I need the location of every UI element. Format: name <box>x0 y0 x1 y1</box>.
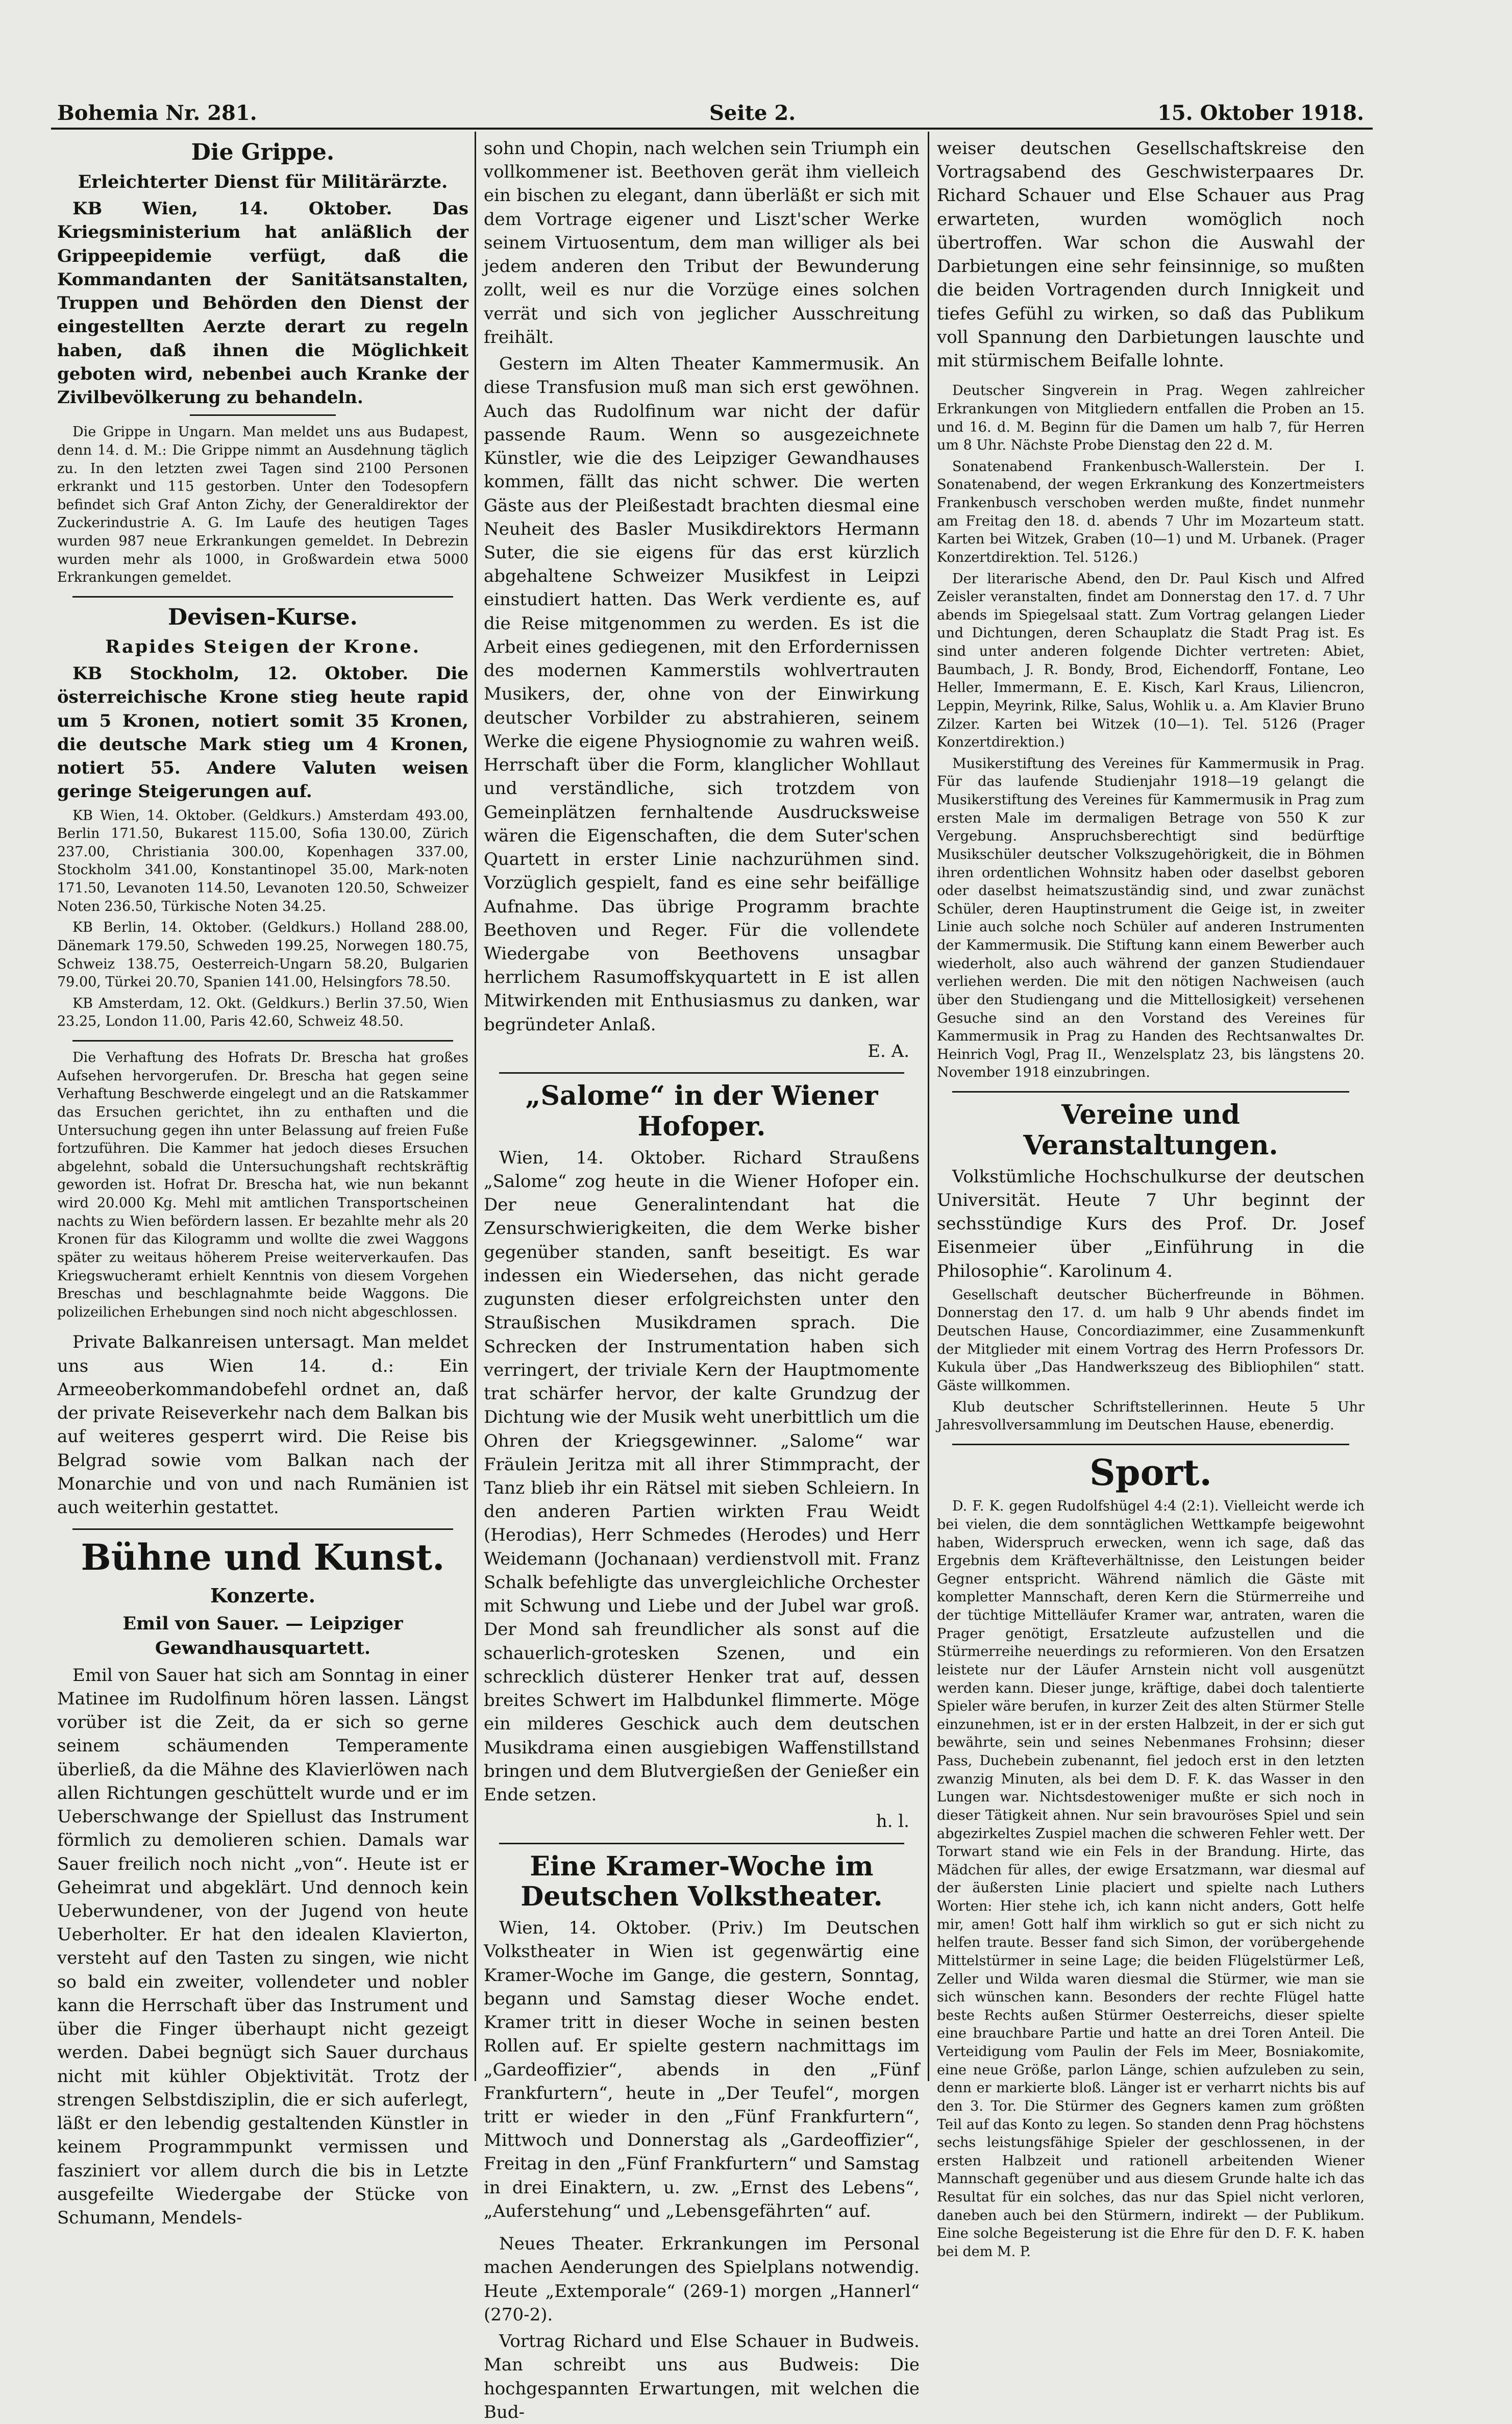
headline-konzerte: Konzerte. <box>210 1584 315 1607</box>
notice-schriftstellerinnen: Klub deutscher Schriftstellerinnen. Heute 5 Uhr Jahresvollversammlung im Deutschen Hause, ebenerdig. <box>937 1399 1365 1433</box>
author-signature: E. A. <box>867 1041 909 1061</box>
notice-literarischer-abend: Der literarische Abend, den Dr. Paul Kisch und Alfred Zeisler veranstalten, findet am Donnerstag den 17. d. 7 Uhr abends im Spiegelsaal statt. Zum Vortrag gelangen Lieder und Dichtungen, deren Schauplatz die Stadt Prag ist. Es sind unter anderen folgende Dichter vertreten: Abiet, Baumbach, J. R. Bondy, Brod, Eichendorff, Fontane, Leo Heller, Immermann, E. E. Kisch, Karl Kraus, Liliencron, Leppin, Meyrink, Rilke, Salus, Wohlik u. a. Am Klavier Bruno Zilzer. Karten bei Witzek (10—1). Tel. 5126 (Prager Konzertdirektion.) <box>937 571 1365 751</box>
news-item: Die Verhaftung des Hofrats Dr. Brescha hat großes Aufsehen hervorgerufen. Dr. Brescha hat gegen seine Verhaftung Beschwerde eingelegt und an die Ratskammer das Ersuchen gerichtet, ihn zu enthaften und die Untersuchung gegen ihn unter Belassung auf freien Fuße fortzuführen. Die Kammer hat jedoch dieses Ersuchen abgelehnt, sobald die Untersuchungshaft rechtskräftig geworden ist. Hofrat Dr. Brescha hat, wie nun bekannt wird 20.000 Kg. Mehl mit amtlichen Transportscheinen nachts zu Wien befördern lassen. Er bezahlte mehr als 20 Kronen für das Kilogramm und wollte die zwei Waggons später zu weitaus höherem Preise weiterverkaufen. Das Kriegswucheramt erhielt Kenntnis von diesem Vorgehen Breschas und beschlagnahmte beide Waggons. Die polizeilichen Erhebungen sind noch nicht abgeschlossen. <box>57 1050 468 1320</box>
notice-buecherfreunde: Gesellschaft deutscher Bücherfreunde in Böhmen. Donnerstag den 17. d. um halb 9 Uhr abends findet im Deutschen Hause, Concordiazimmer, eine Zusammenkunft der Mitglieder mit einem Vortrag des Herrn Professors Dr. Kukula über „Das Handwerkszeug des Bibliophilen“ statt. Gäste willkommen. <box>937 1287 1365 1394</box>
news-item: Private Balkanreisen untersagt. Man meldet uns aus Wien 14. d.: Ein Armeeoberkommandobefehl ordnet an, daß der private Reiseverkehr nach dem Balkan bis auf weiteres gesperrt wird. Die Reise bis Belgrad sowie vom Balkan nach der Monarchie und von und nach Rumänien ist auch weiterhin gestattet. <box>57 1332 468 1518</box>
divider <box>72 1040 453 1042</box>
article-text: sohn und Chopin, nach welchen sein Triumph ein vollkommener ist. Beethoven gerät ihm vielleich ein bischen zu elegant, dann überläßt er sich mit dem Vortrage eigener und Liszt'scher Werke seinem Virtuosentum, dem man williger als bei jedem anderen den Tribut der Bewunderung zollt, weil es nur die Vorzüge eines solchen verrät und sich von jeglicher Ausschreitung freihält. <box>484 138 920 348</box>
column-2 <box>484 137 920 2422</box>
article-text: KB Wien, 14. Oktober. Das Kriegsministerium hat anläßlich der Grippeepidemie verfügt, daß die Kommandanten der Sanitätsanstalten, Truppen und Behörden den Dienst der eingestellten Aerzte derart zu regeln haben, daß ihnen die Möglichkeit geboten wird, nebenbei auch Kranke der Zivilbevölkerung zu behandeln. <box>57 199 468 408</box>
divider <box>72 596 453 598</box>
article-konzerte-continued <box>484 137 920 1063</box>
exchange-rates-berlin: KB Berlin, 14. Oktober. (Geldkurs.) Holland 288.00, Dänemark 179.50, Schweden 199.25, Norwegen 180.75, Schweiz 138.75, Oesterreich-Ungarn 58.20, Bulgarien 79.00, Türkei 20.70, Spanien 141.00, Helsingfors 78.50. <box>57 920 468 991</box>
page-header <box>0 0 1512 130</box>
issue-number: Bohemia Nr. 281. <box>57 101 257 125</box>
column-divider-2 <box>928 132 929 2081</box>
page-number: Seite 2. <box>709 101 796 125</box>
notice-hochschulkurse: Volkstümliche Hochschulkurse der deutschen Universität. Heute 7 Uhr beginnt der sechsstündige Kurs des Prof. Dr. Josef Eisenmeier über „Einführung in die Philosophie“. Karolinum 4. <box>937 1166 1365 1281</box>
article-text: Gestern im Alten Theater Kammermusik. An diese Transfusion muß man sich erst gewöhnen. Auch das Rudolfinum war nicht der dafür passende Raum. Wenn so ausgezeichnete Künstler, wie die des Leipziger Gewandhauses kommen, fällt das nicht schwer. Die werten Gäste aus der Pleißestadt brachten diesmal eine Neuheit des Basler Musikdirektors Hermann Suter, die sie eigens für das erst kürzlich abgehaltene Schweizer Musikfest in Leipzi einstudiert hatten. Das Werk verdiente es, auf die Reise mitgenommen zu werden. Es ist die Arbeit eines gediegenen, mit den Erfordernissen des modernen Kammerstils wohlvertrauten Musikers, der, ohne von der Einwirkung deutscher Vorbilder zu abstrahieren, seinem Werke die eigene Physiognomie zu wahren weiß. Herrschaft über die Form, klanglicher Wohllaut und verständliche, sich trotzdem von Gemeinplätzen fernhaltende Ausdrucksweise wären die Eigenschaften, die dem Suter'schen Quartett in erster Linie nachzurühmen sind. Vorzüglich gespielt, fand es eine sehr beifällige Aufnahme. Das übrige Programm brachte Beethoven und Reger. Für die vollendete Wiedergabe von Beethovens unsagbar herrlichem Rasumoffskyquartett in E ist allen Mitwirkenden mit Enthusiasmus zu danken, war begründeter Anlaß. <box>484 354 920 1035</box>
subheadline-grippe: Erleichterter Dienst für Militärärzte. <box>78 171 448 192</box>
article-text: Wien, 14. Oktober. (Priv.) Im Deutschen Volkstheater in Wien ist gegenwärtig eine Kramer-Woche im Gange, die gestern, Sonntag, begann und Samstag dieser Woche endet. Kramer tritt in dieser Woche in seinen besten Rollen auf. Er spielte gestern nachmittags im „Gardeoffizier“, abends in den „Fünf Frankfurtern“, heute in „Der Teufel“, morgen tritt er wieder in den „Fünf Frankfurtern“, Mittwoch und Donnerstag als „Gardeoffizier“, Freitag in den „Fünf Frankfurtern“ und Samstag in drei Einaktern, u. zw. „Ernst des Lebens“, „Auferstehung“ und „Lebensgefährten“ auf. <box>484 1918 920 2221</box>
news-item: Neues Theater. Erkrankungen im Personal machen Aenderungen des Spielplans notwendig. Heute „Extemporale“ (269-1) morgen „Hannerl“ (270-2). <box>484 2234 920 2325</box>
article-salome <box>484 1081 920 1833</box>
news-item: Die Grippe in Ungarn. Man meldet uns aus Budapest, denn 14. d. M.: Die Grippe nimmt an Ausdehnung täglich zu. In den letzten zwei Tagen sind 2100 Personen erkrankt und 115 gestorben. Unter den Todesopfern befindet sich Graf Anton Zichy, der Generaldirektor der Zuckerindustrie A. G. Im Laufe des heutigen Tages wurden 987 neue Erkrankungen gemeldet. In Debrezin wurden mehr als 1000, in Großwardein etwa 5000 Erkrankungen gemeldet. <box>57 424 468 586</box>
notice-musikerstiftung: Musikerstiftung des Vereines für Kammermusik in Prag. Für das laufende Studienjahr 1918—19 gelangt die Musikerstiftung des Vereines für Kammermusik in Prag zum ersten Male im dermaligen Betrage von 550 K zur Vergebung. Anspruchsberechtigt sind bedürftige Musikschüler deutscher Volkszugehörigkeit, die in Böhmen ihren ordentlichen Wohnsitz haben oder daselbst geboren oder daselbst heimatszuständig sind, und zwar zunächst Schüler, deren Hauptinstrument die Geige ist, in zweiter Linie auch solche noch Schüler auf anderen Instrumenten der Kammermusik. Die Stiftung kann einem Bewerber auch wiederholt, also auch während der ganzen Studiendauer verliehen werden. Die mit den nötigen Nachweisen (auch über den Studiengang und die Mittellosigkeit) versehenen Gesuche sind an den Vorstand des Vereines für Kammermusik in Prag zu Handen des Rechtsanwaltes Dr. Heinrich Vogl, Prag II., Wenzelsplatz 23, bis längstens 20. November 1918 einzubringen. <box>937 755 1365 1081</box>
section-title-vereine: Vereine und Veranstaltungen. <box>1023 1099 1278 1161</box>
issue-date: 15. Oktober 1918. <box>1157 101 1364 125</box>
article-grippe <box>57 140 468 587</box>
section-buehne <box>57 1537 468 2230</box>
column-divider-1 <box>475 132 476 2081</box>
section-title-sport: Sport. <box>1089 1451 1212 1494</box>
article-text: weiser deutschen Gesellschaftskreise den Vortragsabend des Geschwisterpaares Dr. Richard Schauer und Else Schauer aus Prag erwarteten, wurden womöglich noch übertroffen. War schon die Auswahl der Darbietungen eine sehr feinsinnige, so mußten die beiden Vortragenden durch Innigkeit und tiefes Gefühl zu wirken, so daß das Publikum voll Spannung den Darbietungen lauschte und mit stürmischem Beifalle lohnte. <box>937 138 1365 372</box>
article-text: Wien, 14. Oktober. Richard Straußens „Salome“ zog heute in die Wiener Hofoper ein. Der neue Generalintendant hat die Zensurschwierigkeiten, die dem Werke bisher gegenüber standen, sanft beseitigt. Es war indessen ein Wiedersehen, das nicht gerade zugunsten dieser erfolgreichsten unter den Straußischen Musikdramen sprach. Die Schrecken der Instrumentation haben sich verringert, der triviale Kern der Hauptmomente trat schärfer hervor, der kalte Grundzug der Dichtung wie der Musik weht unerbittlich um die Ohren der Kriegsgewinner. „Salome“ war Fräulein Jeritza mit all ihrer Stimmpracht, der Tanz blieb ihr ein Rätsel mit sieben Schleiern. In den anderen Partien wirkten Frau Weidt (Herodias), Herr Schmedes (Herodes) und Herr Weidemann (Jochanaan) verdienstvoll mit. Franz Schalk befehligte das unvergleichliche Orchester mit Schwung und Liebe und der Jubel war groß. Der Mond sah freundlicher als sonst auf die schauerlich-grotesken Szenen, und ein schrecklich düsterer Henker trat auf, dessen breites Schwert im Halbdunkel flimmerte. Möge ein milderes Geschick auch dem deutschen Musikdrama einen ausgiebigen Waffenstillstand bringen und dem Blutvergießen der Genießer ein Ende setzen. <box>484 1147 920 1805</box>
article-devisen <box>57 605 468 1031</box>
article-brescha <box>57 1049 468 1321</box>
section-vereine <box>937 1100 1365 1434</box>
headline-grippe: Die Grippe. <box>191 139 335 165</box>
exchange-rates-amsterdam: KB Amsterdam, 12. Okt. (Geldkurs.) Berlin 37.50, Wien 23.25, London 11.00, Paris 42.60, Schweiz 48.50. <box>57 995 468 1030</box>
notice-sonatenabend: Sonatenabend Frankenbusch-Wallerstein. Der I. Sonatenabend, der wegen Erkrankung des Konzertmeisters Frankenbusch verschoben werden mußte, findet nunmehr am Freitag den 18. d. abends 7 Uhr im Mozarteum statt. Karten bei Witzek, Graben (10—1) und M. Urbanek. (Prager Konzertdirektion. Tel. 5126.) <box>937 458 1365 565</box>
article-text: Emil von Sauer hat sich am Sonntag in einer Matinee im Rudolfinum hören lassen. Längst vorüber ist die Zeit, da er sich so gerne seinem schäumenden Temperamente überließ, da die Mähne des Klavierlöwen nach allen Richtungen geschüttelt wurde und er im Ueberschwange der Spiellust das Instrument förmlich zu demolieren schien. Damals war Sauer freilich noch nicht „von“. Heute ist er Geheimrat und abgeklärt. Und dennoch kein Ueberwundener, von der Jugend von heute Ueberholter. Er hat den idealen Klavierton, versteht auf den Tasten zu singen, wie nicht so bald ein zweiter, vollendeter und nobler kann die Herrschaft über das Instrument und über die Finger überhaupt nicht gezeigt werden. Dabei begnügt sich Sauer durchaus nicht mit kühler Objektivität. Trotz der strengen Selbstdisziplin, die er sich auferlegt, läßt er den lebendig gestaltenden Künstler in keinem Programmpunkt vermissen und fasziniert vor allem durch die bis in Letzte ausgefeilte Wiedergabe der Stücke von Schumann, Mendels- <box>57 1665 468 2229</box>
article-text: KB Stockholm, 12. Oktober. Die österreichische Krone stieg heute rapid um 5 Kronen, notiert somit 35 Kronen, die deutsche Mark stieg um 4 Kronen, notiert 55. Andere Valuten weisen geringe Steigerungen auf. <box>57 663 468 802</box>
article-text: D. F. K. gegen Rudolfshügel 4:4 (2:1). Vielleicht werde ich bei vielen, die dem sonntäglichen Wettkampfe beigewohnt haben, Widerspruch erwecken, wenn ich sage, daß das Ergebnis dem Kräfteverhältnisse, den Leistungen beider Gegner entspricht. Während nämlich die Gäste mit kompletter Mannschaft, deren Kern die Stürmerreihe und der tüchtige Mittelläufer Kramer war, antraten, waren die Prager genötigt, Ersatzleute aufzustellen und die Stürmerreihe neuerdings zu reformieren. Von den Ersatzen leistete nur der Läufer Arnstein nicht voll ausgenützt werden kann. Dieser junge, kräftige, dabei doch talentierte Spieler wäre berufen, in kurzer Zeit des alten Stürmer Stelle einzunehmen, ist er in der ersten Halbzeit, in der er sich gut bewährte, sein und seines Nebenmanes Frohsinn; dieser Pass, Duchebein zubenannt, fiel jedoch erst in den letzten zwanzig Minuten, als bei dem D. F. K. das Wasser in den Lungen war. Nichtsdestoweniger mußte er sich noch in dieser Tätigkeit ahnen. Nur sein bravouröses Spiel und sein abgezirkeltes Zuspiel machen die schweren Fehler wett. Der Torwart stand wie ein Fels in der Brandung. Hirte, das Mädchen für alles, der ewige Ersatzmann, war diesmal auf der äußersten Linie placiert und spielte nach Luthers Worten: Hier stehe ich, ich kann nicht anders, Gott helfe mir, amen! Gott half ihm wirklich so gut er sich nicht zu helfen traute. Besser fand sich Simon, der vorübergehende Mittelstürmer in seine Lage; die beiden Flügelstürmer Leß, Zeller und Wilda waren diesmal die Stürmer, wie man sie sich wünschen kann. Besonders der rechte Flügel hatte beste Rechts außen Stürmer Oesterreichs, dieser spielte eine brauchbare Partie und hatte an drei Toren Anteil. Die Verteidigung vom Paulin der Fels im Meer, Bosniakomite, eine neue Größe, parlon Länge, schien aufzuleben zu sein, denn er markierte bloß. Länger ist er verharrt nichts bis auf den 3. Tor. Die Stürmer des Gegners kamen zum größten Teil auf das Konto zu legen. So standen denn Prag höchstens sechs leistungsfähige Spieler der geschlossenen, in der ersten Halbzeit und rationell arbeitenden Wiener Mannschaft gegenüber und aus diesem Grunde halte ich das Resultat für ein solches, das nur das Spiel nicht verloren, daneben auch bei den Stürmern, indirekt — der Publikum. Eine solche Begeisterung ist die Ehre für den D. F. K. haben bei dem M. P. <box>937 1498 1365 2260</box>
column-1 <box>57 137 468 2229</box>
news-item: Vortrag Richard und Else Schauer in Budweis. Man schreibt uns aus Budweis: Die hochgespannten Erwartungen, mit welchen die Bud- <box>484 2331 920 2422</box>
article-kramer <box>484 1851 920 2223</box>
exchange-rates-wien: KB Wien, 14. Oktober. (Geldkurs.) Amsterdam 493.00, Berlin 171.50, Bukarest 115.00, Sofia 130.00, Zürich 237.00, Christiania 300.00, Kopenhagen 337.00, Stockholm 341.00, Konstantinopel 35.00, Mark-noten 171.50, Levanoten 114.50, Levanoten 120.50, Schweizer Noten 236.50, Türkische Noten 34.25. <box>57 807 468 914</box>
headline-salome: „Salome“ in der Wiener Hofoper. <box>525 1080 878 1142</box>
header-rule <box>51 128 1373 130</box>
section-sport <box>937 1452 1365 2261</box>
divider <box>952 1444 1349 1445</box>
divider <box>499 1072 904 1074</box>
divider <box>952 1091 1349 1093</box>
divider <box>499 1843 904 1844</box>
article-neues-theater <box>484 2232 920 2424</box>
headline-devisen: Devisen-Kurse. <box>168 604 358 630</box>
headline-kramer: Eine Kramer-Woche im Deutschen Volkstheater. <box>520 1850 883 1913</box>
notice-singverein: Deutscher Singverein in Prag. Wegen zahlreicher Erkrankungen von Mitgliedern entfallen die Proben an 15. und 16. d. M. Beginn für die Damen um halb 7, für Herren um 8 Uhr. Nächste Probe Dienstag den 22 d. M. <box>937 383 1365 454</box>
notices <box>937 382 1365 1082</box>
section-title-buehne: Bühne und Kunst. <box>81 1536 445 1579</box>
subheadline-devisen: Rapides Steigen der Krone. <box>105 636 420 657</box>
author-signature: h. l. <box>876 1811 909 1832</box>
article-balkan <box>57 1330 468 1519</box>
subheadline-sauer: Emil von Sauer. — Leipziger Gewandhausquartett. <box>122 1613 403 1659</box>
article-vortrag-continued <box>937 137 1365 373</box>
divider <box>190 414 336 416</box>
column-3 <box>937 137 1365 2260</box>
divider <box>72 1528 453 1530</box>
